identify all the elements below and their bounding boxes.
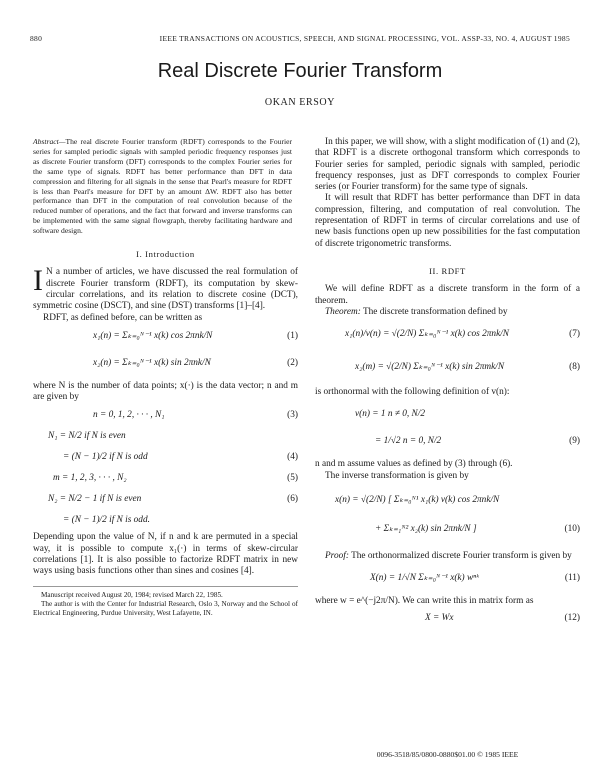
right-column — [315, 137, 580, 632]
footnote-received: Manuscript received August 20, 1984; revised March 22, 1985. — [41, 590, 223, 599]
right-paragraph-1: In this paper, we will show, with a slight modification of (1) and (2), that RDFT is a discrete orthogonal transform which corresponds to Fourier series for sampled, periodic signals with sampled, periodic frequency responses, just as DFT corresponds to complex Fourier series (or Fourier transform) for the same type of signals. — [315, 137, 580, 193]
equation-4b: = (N − 1)/2 if N is odd (4) — [63, 452, 298, 463]
copyright-line: 0096-3518/85/0800-0880$01.00 © 1985 IEEE — [376, 750, 519, 759]
proof-label: Proof: — [325, 551, 349, 562]
equation-9b: = 1/√2 n = 0, N/2 (9) — [375, 436, 580, 447]
author: OKAN ERSOY — [264, 97, 336, 108]
proof — [315, 551, 580, 562]
equation-1: x₁(n) = Σₖ₌₀ᴺ⁻¹ x(k) cos 2πnk/N (1) — [93, 330, 298, 341]
right-paragraph-6: The inverse transformation is given by — [325, 470, 469, 481]
right-paragraph-3: We will define RDFT as a discrete transform in the form of a theorem. — [315, 284, 580, 306]
equation-9a: v(n) = 1 n ≠ 0, N/2 — [355, 409, 425, 420]
paper-title: Real Discrete Fourier Transform — [157, 60, 443, 82]
equation-5: m = 1, 2, 3, · · · , N₂ (5) — [53, 473, 298, 484]
equation-6b: = (N − 1)/2 if N is odd. — [63, 515, 150, 526]
equation-12: X = Wx (12) — [425, 612, 580, 623]
theorem-label: Theorem: — [325, 306, 361, 317]
intro-paragraph-3: where N is the number of data points; x(·) is the data vector; n and m are given by — [33, 380, 298, 403]
equation-10a: x(n) = √(2/N) [ Σₖ₌₀ᴺ¹ x₁(k) v(k) cos 2πnk/N — [335, 495, 500, 506]
footnote-affiliation: The author is with the Center for Industrial Research, Oslo 3, Norway and the School of Electrical Engineering, Purdue University, West Lafayette, IN. — [33, 599, 298, 617]
abstract-label: Abstract— — [33, 137, 66, 146]
intro-paragraph-1: I N a number of articles, we have discussed the real formulation of discrete Fourier transform (RDFT), its computation by skew-circular correlations, and its relation to discrete cosine (DCT), symmetric cosine (DSCT), and sine (DST) transforms [1]–[4]. — [33, 264, 298, 312]
right-paragraph-4: is orthonormal with the following definition of v(n): — [315, 387, 510, 398]
section-heading-rdft: II. RDFT — [429, 265, 466, 276]
drop-cap: I — [33, 264, 43, 298]
equation-3: n = 0, 1, 2, · · · , N₁ (3) — [93, 410, 298, 421]
running-head: IEEE TRANSACTIONS ON ACOUSTICS, SPEECH, AND SIGNAL PROCESSING, VOL. ASSP-33, NO. 4, AUGUST 1985 — [159, 34, 570, 43]
abstract-text: The real discrete Fourier transform (RDFT) corresponds to the Fourier series for sampled periodic signals with sampled periodic frequency responses just as discrete Fourier transform (DFT) corresponds to the complex Fourier series for the same type of signals. RDFT has better performance than DFT in data compression and filtering for all signals in the sense that Pearl's measure for RDFT is less than Pearl's measure for DFT by an amount ΔW. RDFT also has better performance than DFT in the computation of real convolution because of the reduced number of operations, and the fact that forward and inverse transforms can be implemented with the same signal flowgraph, thereby facilitating hardware and software design. — [33, 137, 292, 236]
proof-text: The orthonormalized discrete Fourier transform is given by — [351, 551, 572, 562]
equation-8: x₂(m) = √(2/N) Σₖ₌₀ᴺ⁻¹ x(k) sin 2πmk/N (8) — [355, 362, 580, 373]
equation-7: x₁(n)/v(n) = √(2/N) Σₖ₌₀ᴺ⁻¹ x(k) cos 2πnk/N (7) — [345, 329, 580, 340]
page-number: 880 — [30, 34, 43, 43]
abstract — [33, 137, 292, 236]
left-column — [33, 137, 298, 618]
theorem — [315, 307, 580, 318]
right-paragraph-7: where w = e^(−j2π/N). We can write this in matrix form as — [315, 596, 534, 607]
equation-4a: N₁ = N/2 if N is even — [48, 431, 126, 442]
intro-paragraph-2: RDFT, as defined before, can be written as — [43, 312, 203, 323]
equation-2: x₂(n) = Σₖ₌₀ᴺ⁻¹ x(k) sin 2πnk/N (2) — [93, 357, 298, 368]
right-paragraph-5: n and m assume values as defined by (3) through (6). — [315, 459, 513, 470]
equation-10b: + Σₖ₌₁ᴺ² x₂(k) sin 2πnk/N ] (10) — [375, 524, 580, 535]
equation-11: X(n) = 1/√N Σₖ₌₀ᴺ⁻¹ x(k) wⁿᵏ (11) — [370, 573, 580, 584]
right-paragraph-2: It will result that RDFT has better performance than DFT in data compression, filtering, and computation of real convolution. The representation of RDFT in terms of circular correlations and use of new basis functions open up new possibilities for the fast computation of discrete trigonometric transforms. — [315, 193, 580, 249]
theorem-text: The discrete transformation defined by — [362, 306, 508, 317]
section-heading-introduction: I. Introduction — [136, 249, 195, 260]
intro-paragraph-4: Depending upon the value of N, if n and k are permuted in a special way, it is possible to compute x₁(·) in terms of skew-circular correlations [1]. It is also possible to factorize RDFT matrix in new ways using basis functions other than sines and cosines [4]. — [33, 532, 298, 577]
footnote — [33, 586, 298, 618]
equation-6a: N₂ = N/2 − 1 if N is even (6) — [48, 494, 298, 505]
